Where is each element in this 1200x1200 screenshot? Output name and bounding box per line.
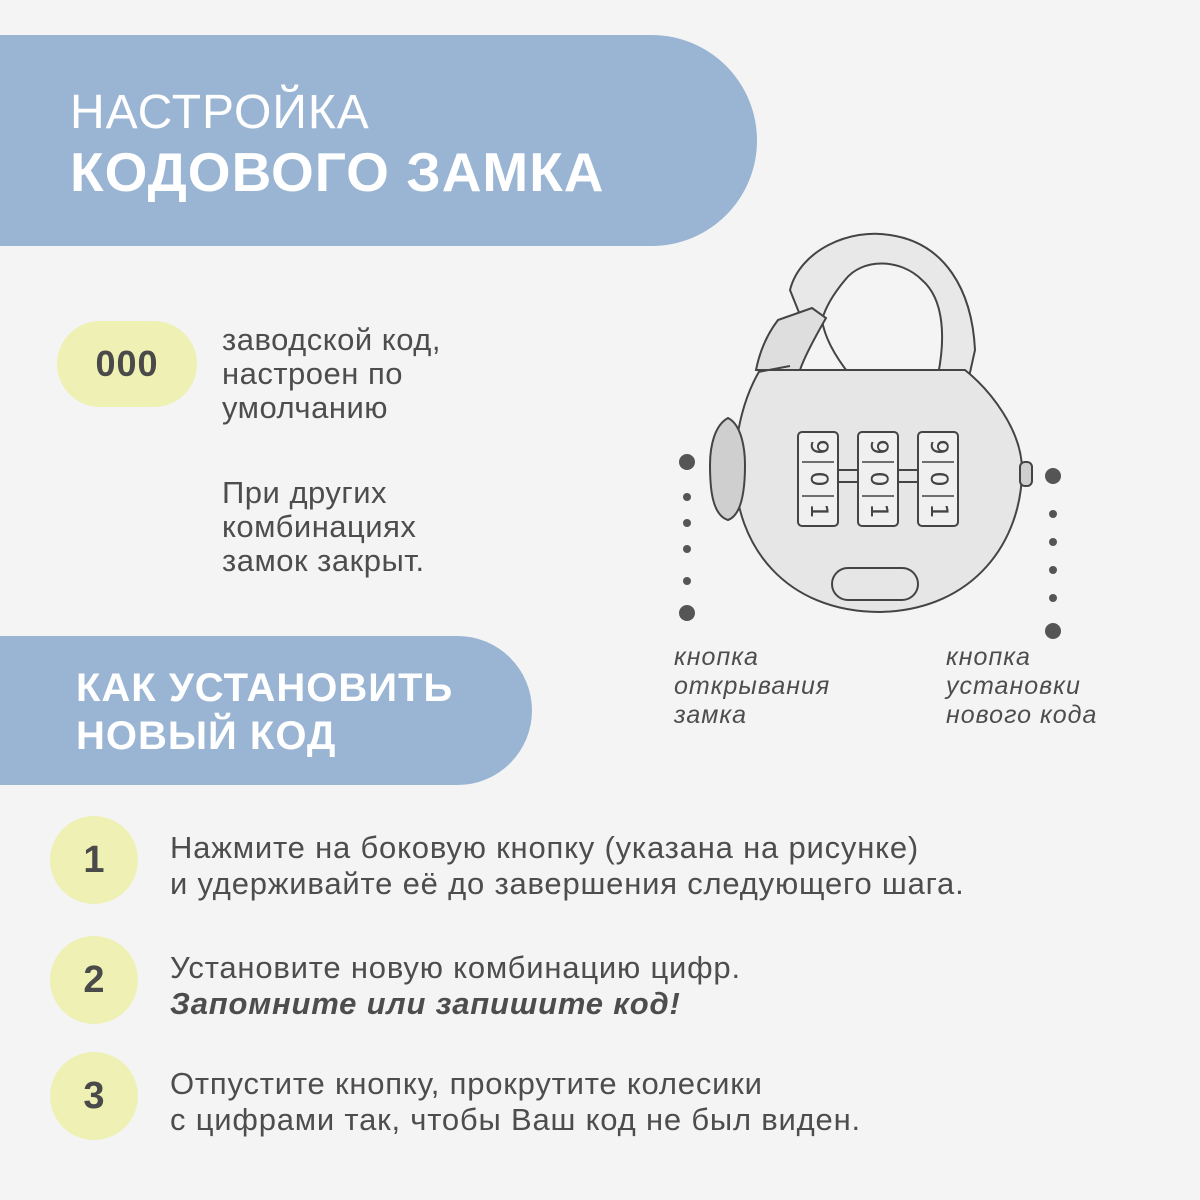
svg-text:0: 0: [925, 471, 953, 487]
step-1-line1: Нажмите на боковую кнопку (указана на рисунке): [170, 830, 920, 865]
code-wheel: [858, 432, 898, 526]
reset-button-pointer: [1045, 468, 1061, 639]
step-3-text: [170, 1066, 861, 1138]
step-number-1: 1: [50, 816, 138, 904]
unlock-button-caption: кнопка открывания замка: [674, 643, 831, 729]
svg-text:9: 9: [925, 439, 953, 455]
factory-code-description: заводской код, настроен по умолчанию: [222, 322, 441, 425]
unlock-side-button-shape: [710, 418, 745, 520]
step-3-line2: с цифрами так, чтобы Ваш код не был виден.: [170, 1102, 861, 1137]
svg-text:9: 9: [805, 439, 833, 455]
page-title-line2: КОДОВОГО ЗАМКА: [70, 141, 605, 203]
step-1-line2: и удерживайте её до завершения следующего шага.: [170, 866, 965, 901]
step-1-text: [170, 830, 965, 902]
combination-lock-illustration: [660, 225, 1080, 645]
code-wheel: [918, 432, 958, 526]
code-wheel: [798, 432, 838, 526]
reset-side-button-shape: [1020, 462, 1032, 486]
page-title-line1: НАСТРОЙКА: [70, 86, 370, 139]
step-3-line1: Отпустите кнопку, прокрутите колесики: [170, 1066, 763, 1101]
step-2-text: [170, 950, 741, 1022]
svg-text:0: 0: [865, 471, 893, 487]
step-number-3: 3: [50, 1052, 138, 1140]
step-2-line1: Установите новую комбинацию цифр.: [170, 950, 741, 985]
svg-text:1: 1: [805, 503, 833, 519]
lock-latch: [756, 308, 826, 370]
step-2-emphasis: Запомните или запишите код!: [170, 986, 681, 1021]
svg-text:1: 1: [865, 503, 893, 519]
lock-bottom-slot: [832, 568, 918, 600]
svg-text:1: 1: [925, 503, 953, 519]
reset-button-caption: кнопка установки нового кода: [946, 643, 1098, 729]
section-title: КАК УСТАНОВИТЬ НОВЫЙ КОД: [76, 666, 454, 758]
svg-text:0: 0: [805, 471, 833, 487]
svg-text:9: 9: [865, 439, 893, 455]
unlock-button-pointer: [679, 454, 695, 621]
step-number-2: 2: [50, 936, 138, 1024]
closed-note: При других комбинациях замок закрыт.: [222, 475, 425, 578]
factory-code-badge: 000: [57, 321, 197, 407]
